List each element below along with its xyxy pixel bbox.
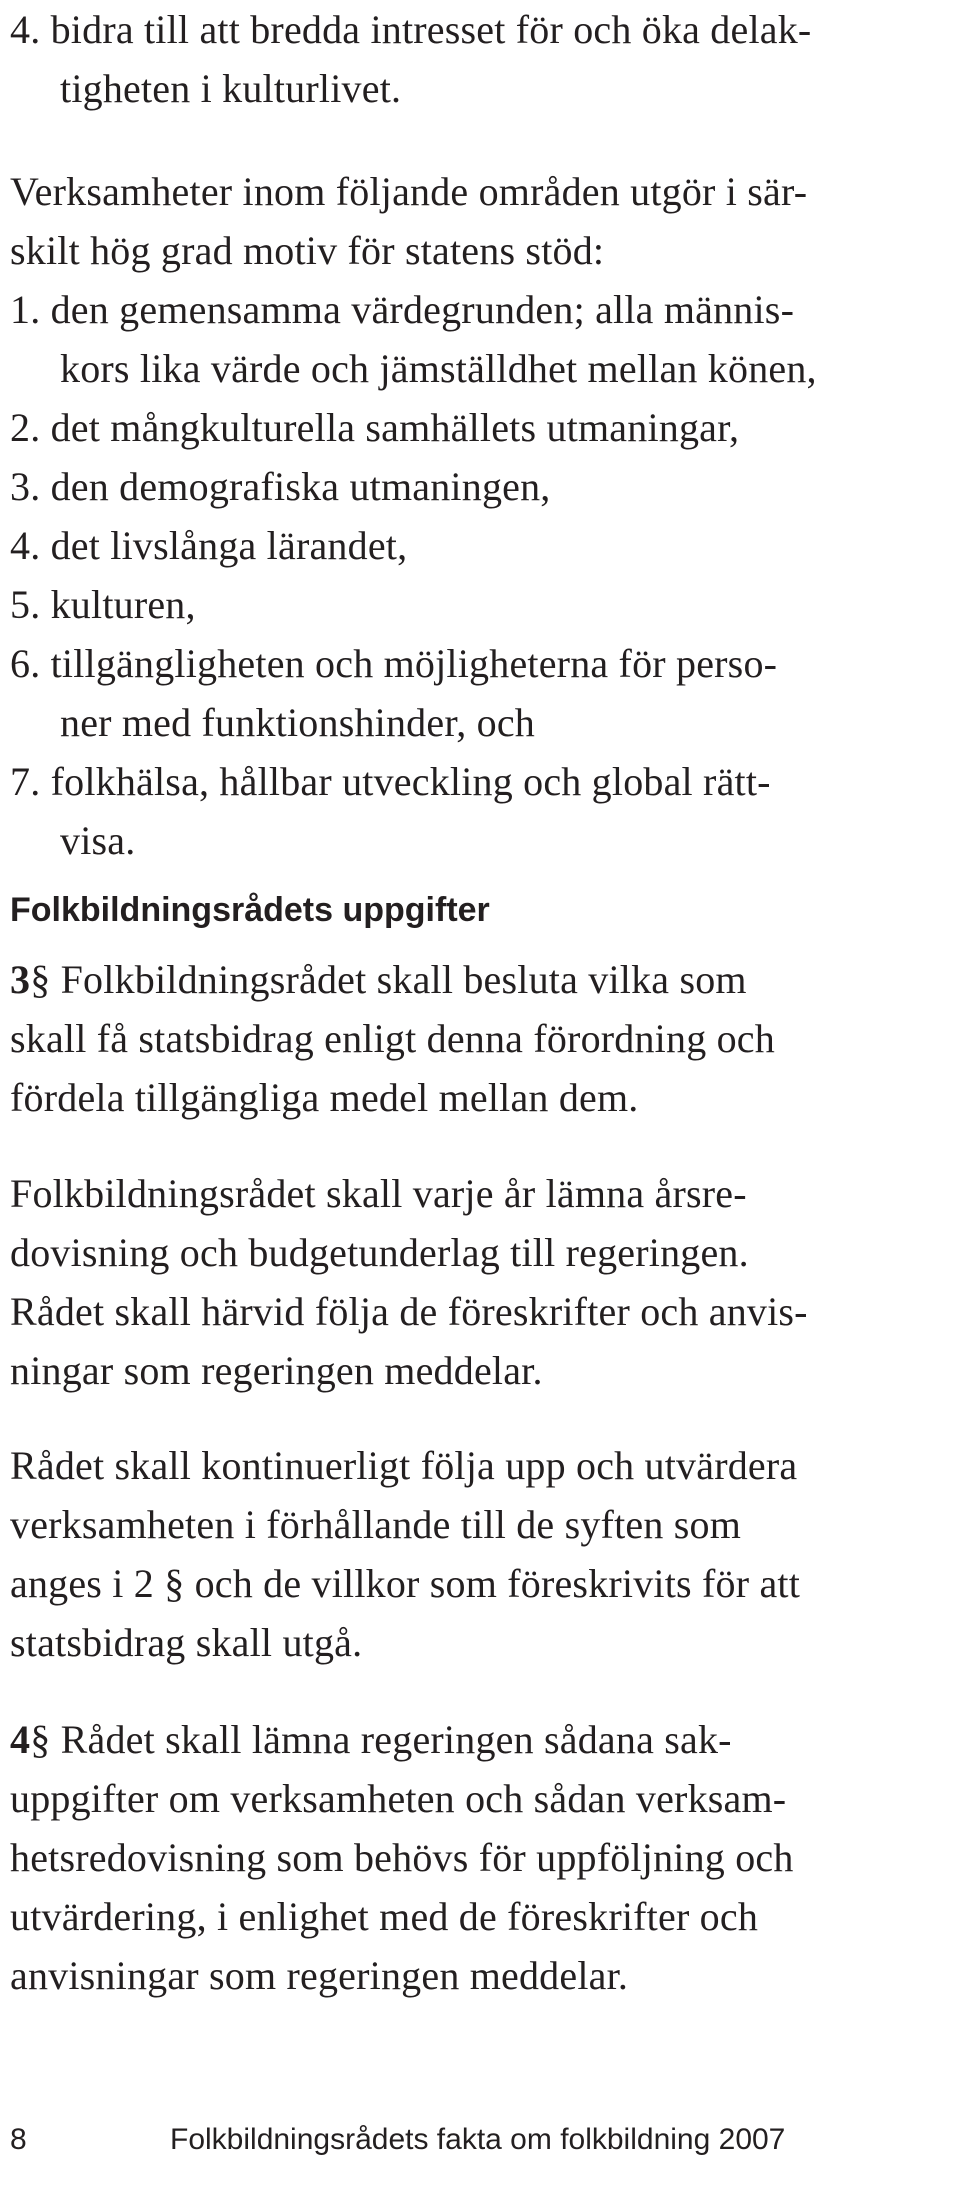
report-paragraph [10, 1164, 950, 1400]
list-item [10, 457, 950, 516]
text-line: Rådet skall härvid följa de föreskrifter och anvis- [10, 1289, 808, 1334]
text-line: statsbidrag skall utgå. [10, 1620, 363, 1665]
page-footer [10, 2118, 950, 2162]
text-line: 7. folkhälsa, hållbar utveckling och global rätt- [10, 759, 771, 804]
motives-list [10, 280, 950, 870]
text-line: 1. den gemensamma värdegrunden; alla männis- [10, 287, 795, 332]
paragraph-4 [10, 1710, 950, 2005]
text-line: Verksamheter inom följande områden utgör i sär- [10, 169, 808, 214]
text-line: skall få statsbidrag enligt denna förordning och [10, 1016, 775, 1061]
text-line: 4. det livslånga lärandet, [10, 523, 408, 568]
text-line: ningar som regeringen meddelar. [10, 1348, 543, 1393]
text-line: fördela tillgängliga medel mellan dem. [10, 1075, 639, 1120]
text-line: 2. det mångkulturella samhällets utmaningar, [10, 405, 740, 450]
list-item [10, 398, 950, 457]
list-item [10, 575, 950, 634]
text-line [10, 1710, 950, 1769]
text-run: Folkbildningsrådet skall besluta vilka som [50, 957, 747, 1002]
text-run: Rådet skall lämna regeringen sådana sak- [50, 1717, 732, 1762]
text-run: och de villkor som föreskrivits för att [184, 1561, 801, 1606]
text-line: kors lika värde och jämställdhet mellan könen, [60, 346, 817, 391]
text-line: 6. tillgängligheten och möjligheterna för perso- [10, 641, 778, 686]
paragraph-3 [10, 950, 950, 1127]
text-line: ner med funktionshinder, och [60, 700, 535, 745]
motives-paragraph [10, 162, 950, 870]
publication-title: Folkbildningsrådets fakta om folkbildning 2007 [170, 2123, 786, 2156]
text-line: uppgifter om verksamheten och sådan verksam- [10, 1776, 787, 1821]
text-line: 5. kulturen, [10, 582, 196, 627]
text-line: visa. [60, 818, 136, 863]
section-heading: Folkbildningsrådets uppgifter [10, 891, 490, 929]
text-line: verksamheten i förhållande till de syften som [10, 1502, 742, 1547]
text-line: Rådet skall kontinuerligt följa upp och utvärdera [10, 1443, 798, 1488]
list-item [10, 280, 950, 398]
text-line: 3. den demografiska utmaningen, [10, 464, 551, 509]
text-line: utvärdering, i enlighet med de föreskrifter och [10, 1894, 759, 1939]
section-sign: § [30, 1717, 51, 1762]
list-item [10, 634, 950, 752]
intro-list-item [10, 0, 950, 118]
text-line [10, 1554, 950, 1613]
text-line: dovisning och budgetunderlag till regeringen. [10, 1230, 749, 1275]
followup-paragraph [10, 1436, 950, 1672]
section-sign: § [30, 957, 51, 1002]
text-line: tigheten i kulturlivet. [60, 66, 402, 111]
text-line: Folkbildningsrådet skall varje år lämna årsre- [10, 1171, 747, 1216]
page-number: 8 [10, 2123, 27, 2156]
text-line [10, 950, 950, 1009]
list-item [10, 752, 950, 870]
text-line: anvisningar som regeringen meddelar. [10, 1953, 629, 1998]
paragraph-number: 3 [10, 957, 31, 1002]
text-run: anges i 2 [10, 1561, 165, 1606]
text-line: skilt hög grad motiv för statens stöd: [10, 228, 605, 273]
text-line: 4. bidra till att bredda intresset för och öka delak- [10, 7, 812, 52]
section-sign: § [164, 1561, 185, 1606]
text-line: hetsredovisning som behövs för uppföljning och [10, 1835, 794, 1880]
paragraph-number: 4 [10, 1717, 31, 1762]
list-item [10, 516, 950, 575]
